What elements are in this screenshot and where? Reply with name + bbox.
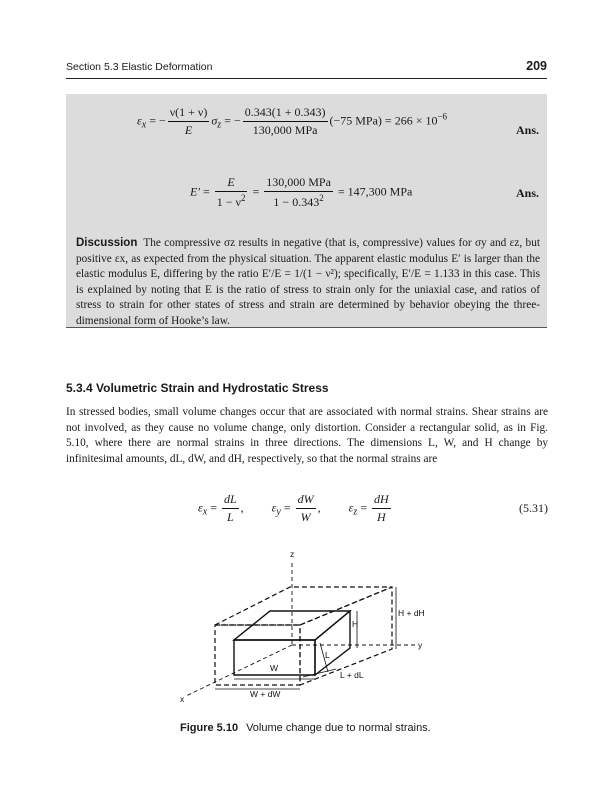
equation-number: (5.31)	[519, 501, 548, 515]
answer-label-1: Ans.	[516, 123, 540, 137]
eq1-fraction-2: $\frac{0.343(1 + 0.343)}{\text{130,000 MPa}}$	[244, 105, 326, 137]
eq2-result: = 147,300 MPa	[337, 184, 413, 199]
axis-label-y: y	[418, 640, 423, 650]
eq531-fraction-x: $\frac{dL}{L}$	[223, 492, 237, 524]
label-H: H	[352, 619, 359, 629]
equation-apparent-modulus: E′ = $\frac{E}{1 - \nu^2}$ = $\frac{\text{130,000 MPa}}{1 - 0.343^2}$ = 147,300 MPa	[190, 175, 413, 209]
discussion-paragraph	[76, 236, 540, 330]
axis-label-x: x	[180, 694, 185, 704]
eq1-lhs-sub: x	[141, 119, 147, 131]
body-paragraph: In stressed bodies, small volume changes occur that are associated with normal strains. Shear strains are not involved, as they cause no volume change, only distortion. Consider a rectangular solid, as in Fig. 5.10, where there are normal strains in three directions. The dimensions L, W, and H change by infinitesimal amounts, dL, dW, and dH, respectively, so that the normal strains are	[66, 406, 548, 465]
equation-5-31: $\varepsilon_x$ = $\frac{dL}{L}$ , $\varepsilon_y$ = $\frac{dW}{W}$ , $\varepsilon_z$ = $\frac{dH}{H}$	[198, 492, 389, 524]
dimension-lines	[215, 587, 396, 689]
label-L-plus-dL: L + dL	[340, 670, 364, 680]
figure-caption	[180, 722, 431, 734]
figure-caption-text: Volume change due to normal strains.	[246, 722, 431, 734]
figure-5-10-diagram	[170, 545, 460, 705]
equation-strain-x: $\varepsilon_x$ = − $\frac{\nu(1 + \nu)}{E}$ $\sigma_z$ = − $\frac{0.343(1 + 0.343)}{\text{130,000 MPa}}$ (−75 $MPa) = 266 \times 10^{-6}$	[137, 105, 448, 137]
label-H-plus-dH: H + dH	[398, 608, 425, 618]
eq2-lhs: E′	[190, 184, 200, 199]
eq2-fraction-2: $\frac{\text{130,000 MPa}}{1 - 0.343^2}$	[266, 175, 331, 209]
discussion-text: The compressive σz results in negative (that is, compressive) values for σy and εz, but positive εx, as expected from the physical situation. The apparent elastic modulus E′ is larger than the elastic modulus E, differing by the ratio E′/E = 1/(1 − ν²); specifically, E′/E = 1.133 in this case. This is explained by noting that E is the ratio of stress to strain only for the uniaxial case, and ratios of stress to strain for other states of stress and strain are determined by behavior obeying the three-dimensional form of Hooke’s law.	[76, 237, 540, 327]
eq1-fraction-1: $\frac{\nu(1 + \nu)}{E}$	[169, 105, 208, 137]
discussion-label: Discussion	[76, 237, 138, 249]
label-W-plus-dW: W + dW	[250, 689, 281, 699]
axis-label-z: z	[290, 549, 295, 559]
label-W: W	[270, 663, 279, 673]
eq531-fraction-y: $\frac{dW}{W}$	[297, 492, 314, 524]
label-L: L	[325, 650, 330, 660]
section-heading: 5.3.4 Volumetric Strain and Hydrostatic Stress	[66, 381, 329, 395]
answer-label-2: Ans.	[516, 186, 540, 200]
eq1-exponent: −6	[437, 111, 448, 122]
eq2-fraction-1: $\frac{E}{1 - \nu^2}$	[216, 175, 246, 209]
outer-dashed-box	[215, 587, 392, 685]
page-header	[66, 60, 547, 79]
page-number: 209	[526, 59, 547, 73]
running-head-section: Section 5.3 Elastic Deformation	[66, 61, 213, 73]
eq1-lhs: ε	[137, 113, 142, 128]
eq1-tail: (−75 MPa) = 266 × 10	[329, 113, 438, 128]
figure-caption-label: Figure 5.10	[180, 722, 239, 734]
eq531-fraction-z: $\frac{dH}{H}$	[374, 492, 389, 524]
